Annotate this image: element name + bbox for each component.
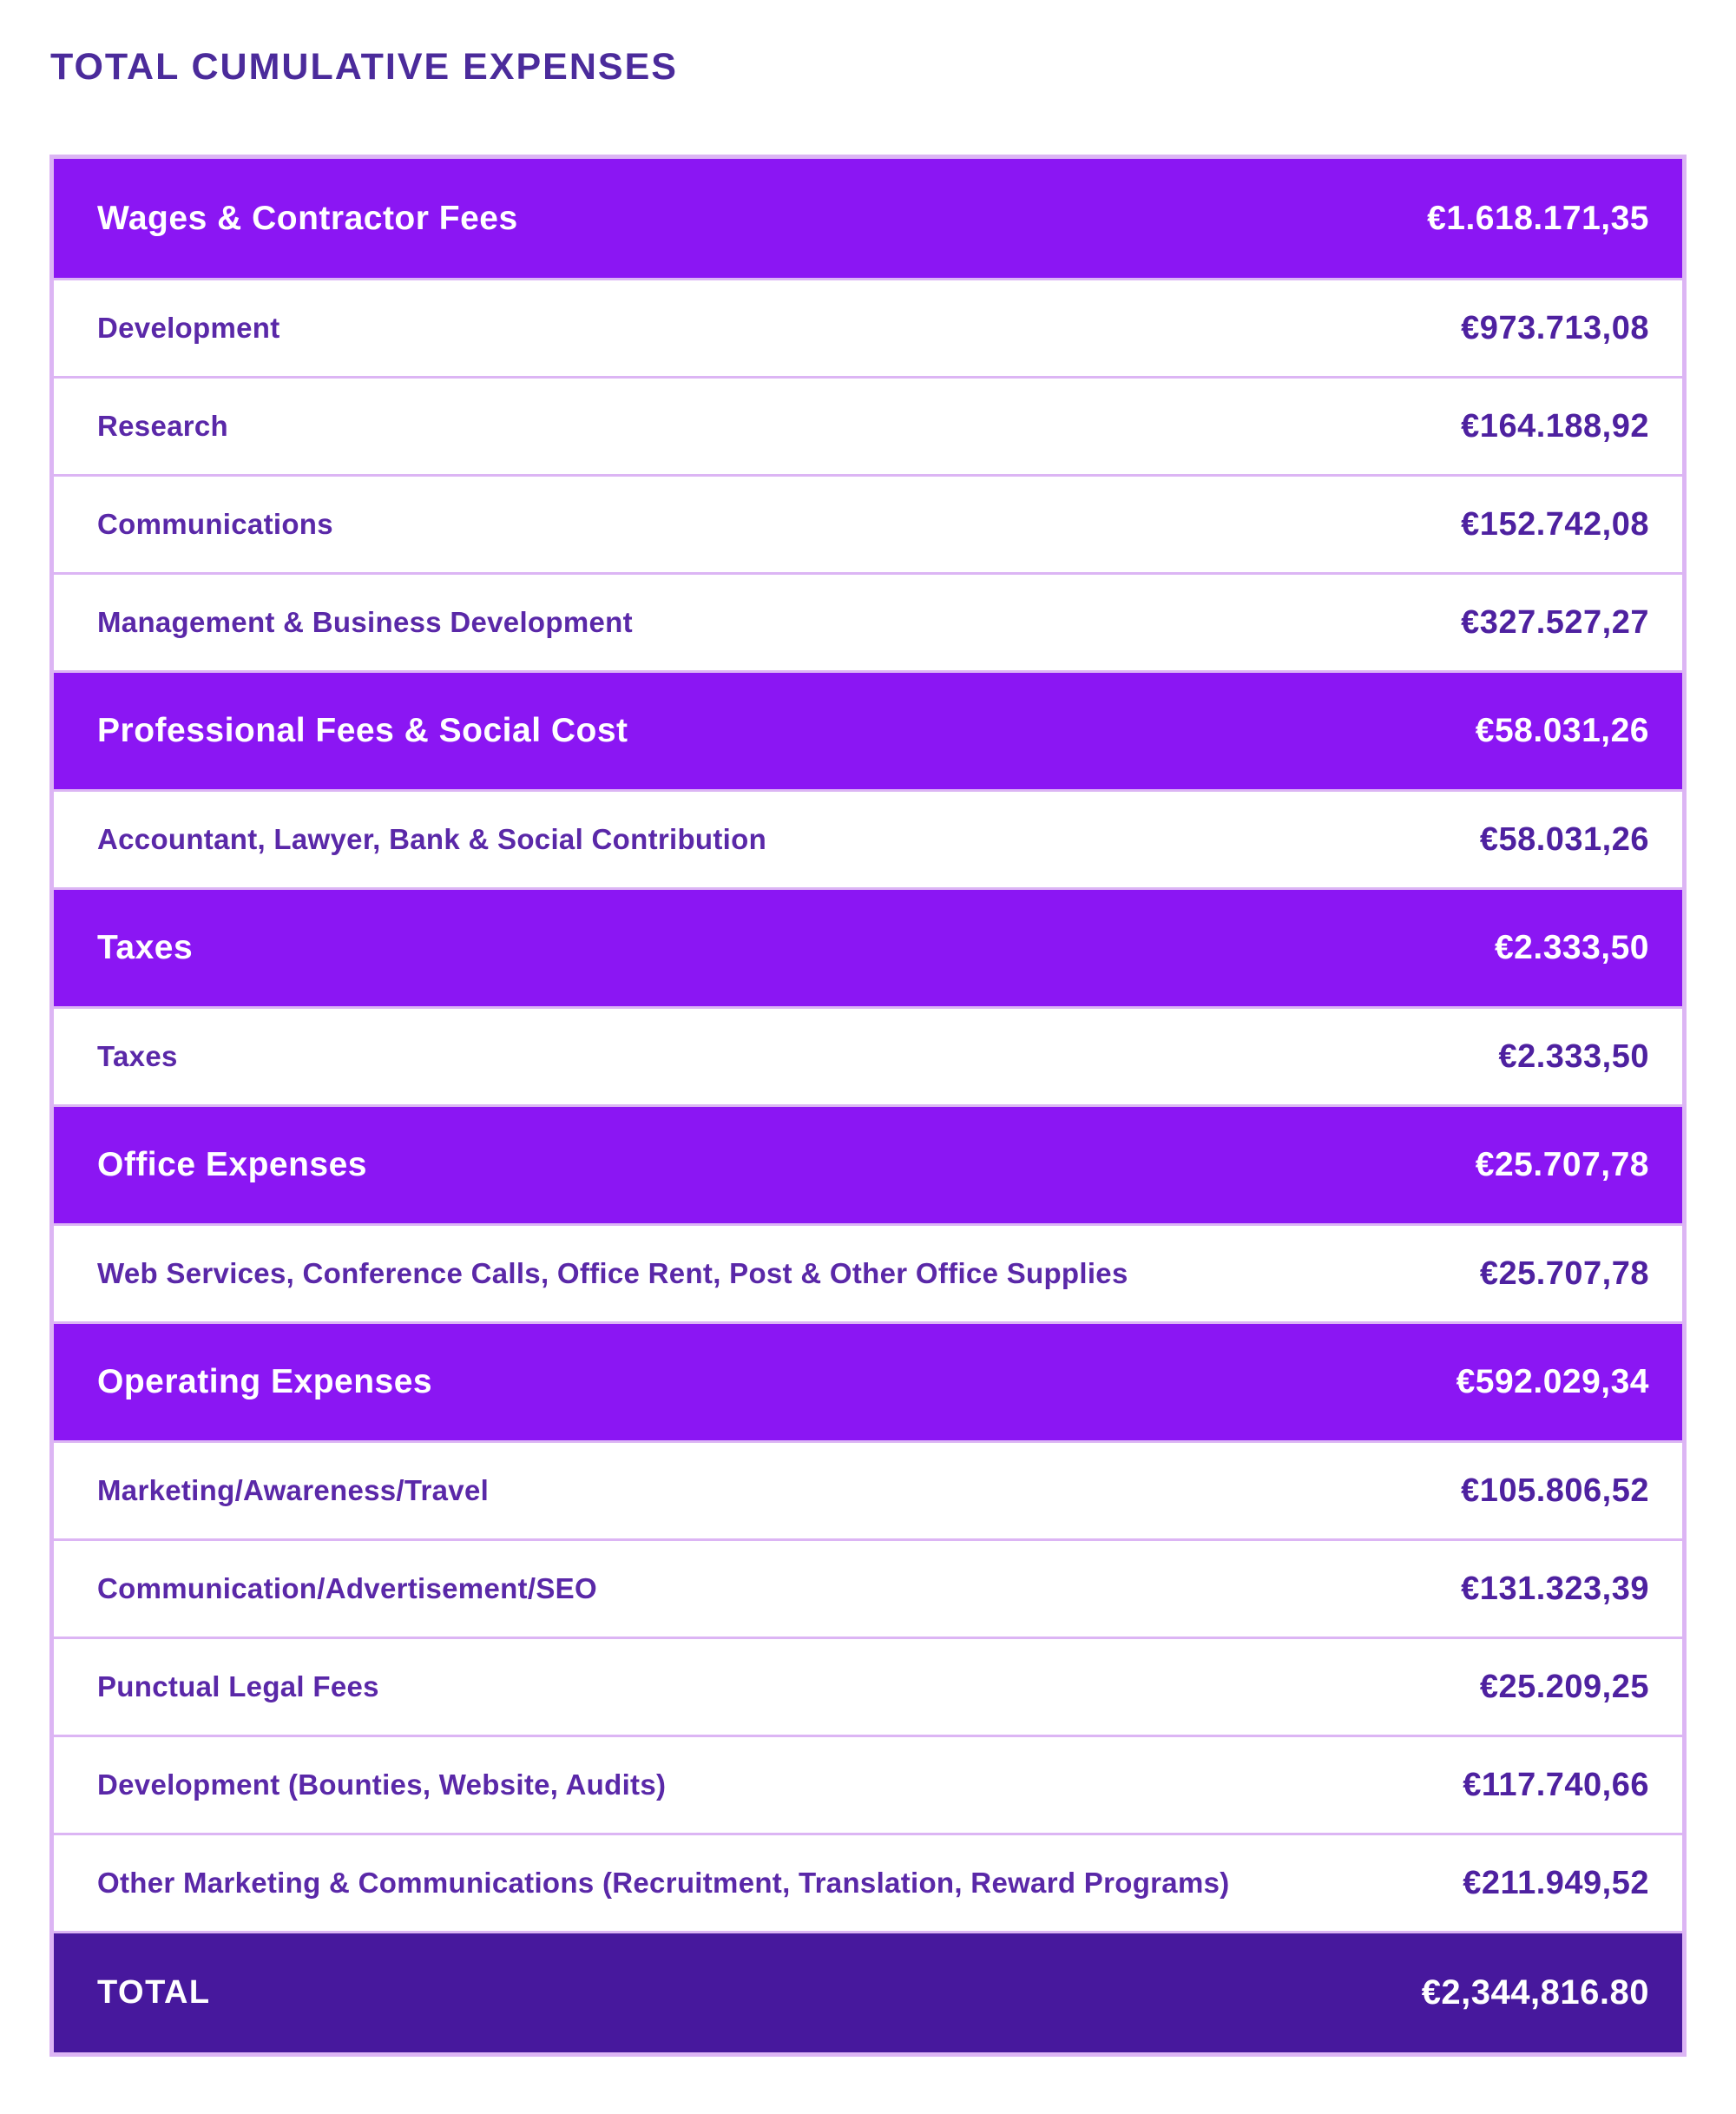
total-row [54, 1931, 1682, 2052]
expense-row-label: Communications [97, 508, 333, 540]
expense-row-value: €58.031,26 [1479, 820, 1649, 858]
expense-row-label: Marketing/Awareness/Travel [97, 1474, 490, 1506]
expense-row [54, 572, 1682, 670]
expense-row [54, 1440, 1682, 1538]
expense-row-value: €25.209,25 [1479, 1668, 1649, 1705]
expense-row [54, 789, 1682, 887]
expense-row-label: Communication/Advertisement/SEO [97, 1572, 597, 1604]
section-header-row-value: €592.029,34 [1456, 1363, 1649, 1400]
section-header-row-label: Office Expenses [97, 1146, 367, 1183]
expense-row-value: €211.949,52 [1463, 1864, 1649, 1901]
expense-row [54, 1223, 1682, 1321]
section-header-row-value: €25.707,78 [1475, 1146, 1649, 1183]
section-header-row-label: Wages & Contractor Fees [97, 199, 518, 237]
expense-row-label: Development [97, 312, 280, 344]
expenses-table-body [54, 159, 1682, 1931]
expense-row [54, 1538, 1682, 1637]
section-header-row [54, 887, 1682, 1006]
expense-row-value: €152.742,08 [1461, 505, 1649, 543]
expense-row [54, 278, 1682, 376]
section-header-row-label: Professional Fees & Social Cost [97, 712, 628, 749]
expense-row [54, 1735, 1682, 1833]
section-header-row-value: €2.333,50 [1494, 929, 1649, 966]
expense-row-value: €973.713,08 [1461, 309, 1649, 346]
expense-row-value: €2.333,50 [1498, 1037, 1649, 1075]
section-header-row-value: €58.031,26 [1475, 712, 1649, 749]
expense-row-value: €25.707,78 [1479, 1255, 1649, 1292]
total-label: TOTAL [97, 1974, 211, 2011]
section-header-row-value: €1.618.171,35 [1427, 199, 1649, 237]
page-title: TOTAL CUMULATIVE EXPENSES [50, 46, 678, 88]
expenses-table [49, 155, 1687, 2057]
expense-row-label: Management & Business Development [97, 606, 633, 638]
expense-row-value: €164.188,92 [1461, 407, 1649, 445]
section-header-row [54, 1104, 1682, 1223]
section-header-row-label: Operating Expenses [97, 1363, 433, 1400]
total-value: €2,344,816.80 [1421, 1973, 1649, 2012]
expense-row [54, 1006, 1682, 1104]
section-header-row-label: Taxes [97, 929, 194, 966]
expense-row-value: €131.323,39 [1461, 1570, 1649, 1607]
expense-row-label: Taxes [97, 1040, 178, 1072]
expense-row [54, 376, 1682, 474]
expense-row-label: Web Services, Conference Calls, Office Rent, Post & Other Office Supplies [97, 1257, 1128, 1289]
expense-row-label: Development (Bounties, Website, Audits) [97, 1768, 667, 1801]
expense-row [54, 1637, 1682, 1735]
expense-row-value: €117.740,66 [1463, 1766, 1649, 1803]
section-header-row [54, 159, 1682, 278]
expense-row-value: €327.527,27 [1461, 603, 1649, 641]
expense-row-value: €105.806,52 [1461, 1472, 1649, 1509]
section-header-row [54, 1321, 1682, 1440]
expense-row-label: Research [97, 410, 228, 442]
expense-row [54, 1833, 1682, 1931]
expense-row-label: Accountant, Lawyer, Bank & Social Contribution [97, 823, 767, 855]
expense-row-label: Punctual Legal Fees [97, 1670, 379, 1702]
expense-row-label: Other Marketing & Communications (Recruitment, Translation, Reward Programs) [97, 1867, 1230, 1899]
expense-row [54, 474, 1682, 572]
section-header-row [54, 670, 1682, 789]
